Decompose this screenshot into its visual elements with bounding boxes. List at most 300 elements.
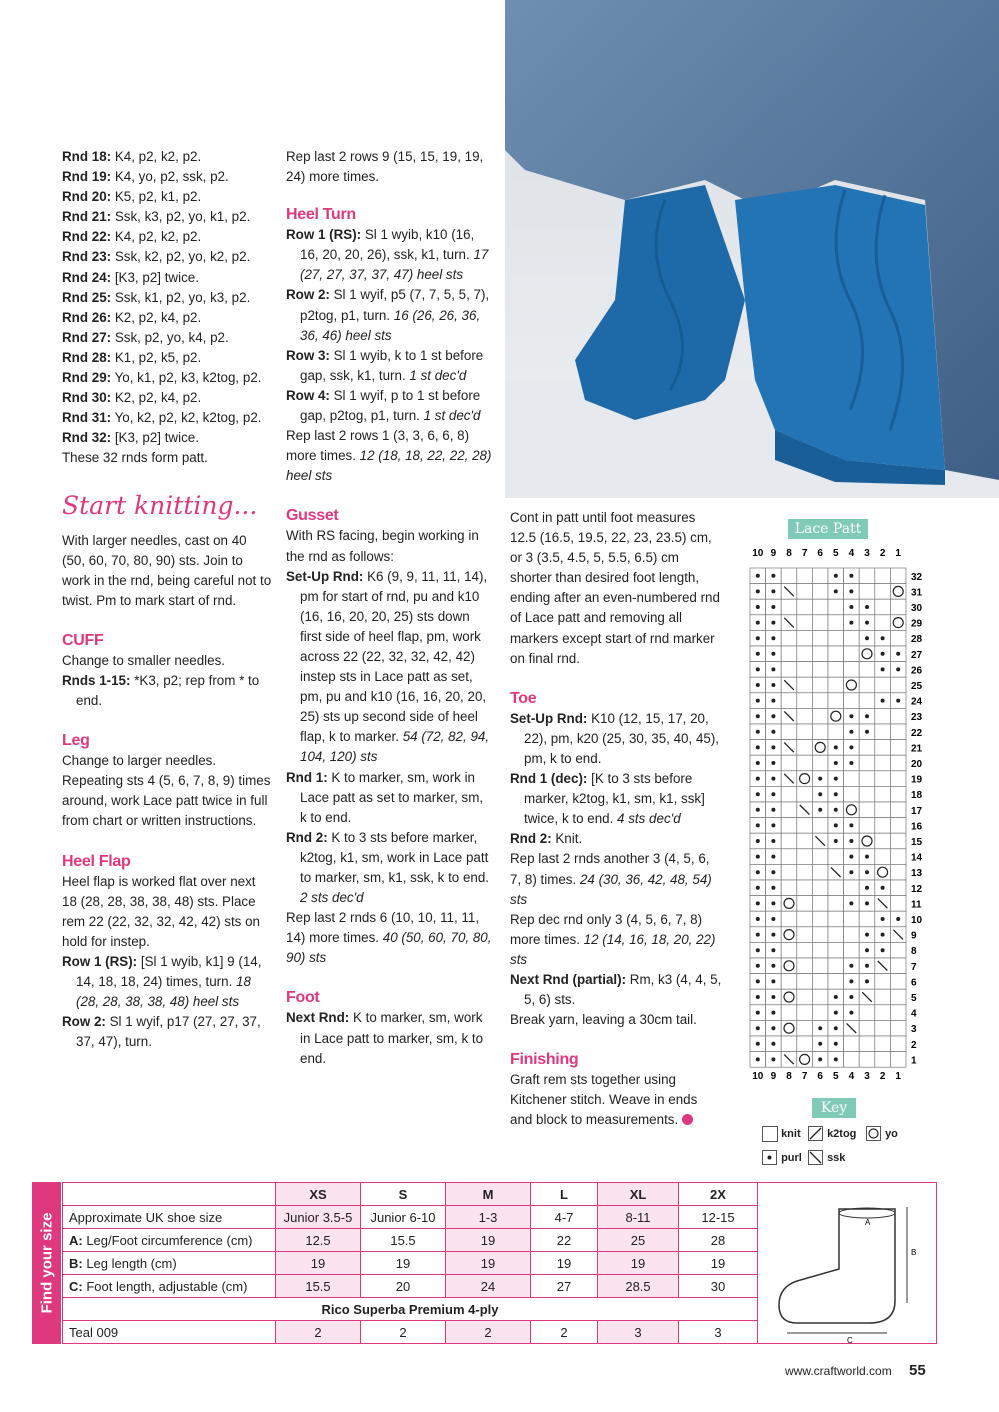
- chart-cell: [797, 818, 813, 834]
- gusset-setup: [286, 567, 492, 768]
- ht-rep-text: Rep last 2 rows 1 (3, 3, 6, 6, 8) more times.: [286, 428, 470, 464]
- size-row-a: [63, 1229, 758, 1252]
- purl-stitch: [849, 901, 853, 905]
- ht-row1-label: Row 1 (RS):: [286, 227, 362, 243]
- purl-stitch: [818, 777, 822, 781]
- chart-col-number-top: 8: [786, 548, 792, 559]
- ht-row1: [286, 225, 492, 285]
- purl-stitch: [771, 652, 775, 656]
- chart-cell: [781, 864, 797, 880]
- chart-row-number: 1: [911, 1055, 917, 1067]
- cell: 28: [679, 1229, 758, 1252]
- chart-row-number: 9: [911, 930, 917, 942]
- chart-cell: [890, 599, 906, 615]
- t-rep1-text: Rep last 2 rnds another 3 (4, 5, 6, 7, 8) times.: [510, 851, 710, 887]
- purl-stitch: [756, 652, 760, 656]
- cuff-rnds-label: Rnds 1-15:: [62, 672, 131, 688]
- chart-cell: [812, 584, 828, 600]
- toe-rep1: [510, 849, 722, 909]
- chart-cell: [844, 880, 860, 896]
- t-rep2-italic: 12 (14, 16, 18, 20, 22) sts: [510, 931, 716, 967]
- g-rnd2-italic: 2 sts dec'd: [300, 890, 364, 906]
- chart-row-number: 29: [911, 618, 923, 630]
- purl-stitch: [756, 667, 760, 671]
- purl-stitch: [756, 870, 760, 874]
- purl-stitch: [865, 855, 869, 859]
- row-label: [63, 1252, 276, 1275]
- purl-stitch: [849, 839, 853, 843]
- t-setup-label: Set-Up Rnd:: [510, 710, 588, 726]
- rnd-line: [62, 328, 272, 348]
- chart-cell: [875, 584, 891, 600]
- purl-stitch: [834, 823, 838, 827]
- purl-stitch: [756, 745, 760, 749]
- chart-col-number-bottom: 8: [786, 1071, 792, 1083]
- key-title: Key: [812, 1098, 856, 1118]
- footer-url[interactable]: www.craftworld.com: [785, 1364, 892, 1378]
- chart-cell: [828, 646, 844, 662]
- chart-cell: [875, 1020, 891, 1036]
- rnd-label: Rnd 20:: [62, 189, 112, 205]
- purl-symbol-icon: [762, 1150, 778, 1166]
- purl-stitch: [756, 761, 760, 765]
- cell: 1-3: [446, 1206, 531, 1229]
- chart-cell: [890, 630, 906, 646]
- cell: 24: [446, 1275, 531, 1298]
- t-rnd2-label: Rnd 2:: [510, 831, 552, 847]
- chart-cell: [859, 677, 875, 693]
- chart-cell: [844, 1052, 860, 1068]
- purl-stitch: [756, 714, 760, 718]
- chart-cell: [812, 724, 828, 740]
- key-knit: [762, 1126, 801, 1142]
- size-row-c: [63, 1275, 758, 1298]
- cell: 22: [531, 1229, 598, 1252]
- sock-photo-illustration: [505, 0, 999, 498]
- chart-cell: [844, 942, 860, 958]
- purl-stitch: [756, 1057, 760, 1061]
- chart-cell: [875, 724, 891, 740]
- row-label-bold: A:: [69, 1232, 83, 1248]
- chart-cell: [812, 755, 828, 771]
- size-row-shoe: [63, 1206, 758, 1229]
- purl-stitch: [756, 1042, 760, 1046]
- chart-col-number-top: 10: [752, 548, 764, 559]
- cell: 4-7: [531, 1206, 598, 1229]
- chart-cell: [875, 1052, 891, 1068]
- purl-stitch: [756, 808, 760, 812]
- chart-cell: [797, 833, 813, 849]
- rnd-line: [62, 388, 272, 408]
- t-rep2-text: Rep dec rnd only 3 (4, 5, 6, 7, 8) more times.: [510, 911, 703, 947]
- purl-stitch: [834, 808, 838, 812]
- chart-cell: [890, 864, 906, 880]
- rnd-text: Ssk, k3, p2, yo, k1, p2.: [111, 209, 251, 225]
- chart-row-number: 10: [911, 915, 923, 926]
- purl-stitch: [834, 777, 838, 781]
- key-yo: [866, 1126, 898, 1142]
- chart-cell: [781, 974, 797, 990]
- purl-stitch: [771, 621, 775, 625]
- chart-row-number: 30: [911, 603, 923, 614]
- purl-stitch: [771, 808, 775, 812]
- t-rep1-italic: 24 (30, 36, 42, 48, 54) sts: [510, 871, 712, 907]
- row-label-text: Approximate UK shoe size: [69, 1209, 223, 1225]
- chart-cell: [797, 755, 813, 771]
- purl-stitch: [849, 589, 853, 593]
- size-l: L: [531, 1183, 598, 1206]
- row-label-text: Leg length (cm): [82, 1255, 177, 1271]
- chart-row-number: 5: [911, 993, 917, 1004]
- purl-stitch: [834, 839, 838, 843]
- rnd-line: [62, 368, 272, 388]
- chart-cell: [890, 1020, 906, 1036]
- purl-stitch: [771, 777, 775, 781]
- purl-stitch: [818, 1042, 822, 1046]
- toe-rep2: [510, 910, 722, 970]
- heel-flap-title: Heel Flap: [62, 852, 131, 870]
- chart-cell: [797, 896, 813, 912]
- chart-cell: [828, 896, 844, 912]
- purl-stitch: [818, 1057, 822, 1061]
- chart-cell: [875, 1005, 891, 1021]
- yarn-ball-icon: [682, 1114, 693, 1125]
- chart-col-number-top: 4: [848, 548, 855, 559]
- purl-stitch: [771, 839, 775, 843]
- gusset-rep: [286, 908, 492, 968]
- heel-flap-row1: [62, 952, 272, 1012]
- purl-stitch: [849, 870, 853, 874]
- chart-cell: [781, 646, 797, 662]
- chart-cell: [781, 693, 797, 709]
- chart-cell: [859, 1020, 875, 1036]
- purl-stitch: [834, 589, 838, 593]
- setup-italic: 54 (72, 82, 94, 104, 120) sts: [300, 729, 490, 765]
- chart-cell: [844, 771, 860, 787]
- purl-stitch: [756, 699, 760, 703]
- key-yo-label: yo: [885, 1127, 898, 1140]
- chart-cell: [812, 958, 828, 974]
- chart-cell: [890, 1036, 906, 1052]
- chart-cell: [859, 568, 875, 584]
- chart-cell: [828, 630, 844, 646]
- chart-cell: [812, 974, 828, 990]
- chart-cell: [890, 818, 906, 834]
- key-k2tog: [808, 1126, 856, 1142]
- chart-row-number: 25: [911, 681, 923, 692]
- purl-stitch: [849, 964, 853, 968]
- t-rnd1-italic: 4 sts dec'd: [617, 811, 681, 827]
- chart-cell: [828, 927, 844, 943]
- cont-text: Cont in patt until foot measures 12.5 (16.5, 19.5, 22, 23, 23.5) cm, or 3 (3.5, 4.5, 5, 5.5, 6.5) cm shorter than desired foot length, ending after an even-numbered rnd of Lace patt and removing all markers except start of rnd marker on final rnd.: [510, 510, 720, 666]
- purl-stitch: [865, 964, 869, 968]
- chart-col-number-top: 9: [770, 548, 777, 559]
- rnd-text: K2, p2, k4, p2.: [111, 309, 202, 325]
- column-1: [62, 147, 272, 1052]
- chart-row-number: 6: [911, 977, 917, 989]
- rnd-label: Rnd 21:: [62, 209, 112, 225]
- chart-cell: [797, 974, 813, 990]
- purl-stitch: [849, 605, 853, 609]
- purl-stitch: [865, 933, 869, 937]
- chart-cell: [828, 849, 844, 865]
- rep-text: Rep last 2 rows 9 (15, 15, 19, 19, 24) more times.: [286, 149, 484, 185]
- cell: 2: [446, 1321, 531, 1344]
- chart-cell: [828, 974, 844, 990]
- chart-cell: [781, 599, 797, 615]
- cell: 8-11: [598, 1206, 679, 1229]
- chart-cell: [781, 1036, 797, 1052]
- purl-stitch: [865, 621, 869, 625]
- knit-symbol-icon: [762, 1126, 778, 1142]
- start-knitting-title: Start knitting...: [62, 490, 258, 520]
- chart-cell: [859, 1005, 875, 1021]
- cell: 2: [361, 1321, 446, 1344]
- page-number: 55: [909, 1362, 926, 1379]
- key-k2tog-label: k2tog: [827, 1127, 857, 1140]
- chart-cell: [781, 942, 797, 958]
- key-purl: [762, 1150, 802, 1166]
- chart-col-number-top: 3: [864, 548, 870, 559]
- purl-stitch: [881, 917, 885, 921]
- rnd-line: [62, 288, 272, 308]
- purl-stitch: [834, 1057, 838, 1061]
- cell: 3: [679, 1321, 758, 1344]
- g-rep-italic: 40 (50, 60, 70, 80, 90) sts: [286, 930, 492, 966]
- chart-cell: [890, 724, 906, 740]
- chart-cell: [875, 849, 891, 865]
- chart-cell: [797, 989, 813, 1005]
- ht-row4-label: Row 4:: [286, 387, 330, 403]
- chart-cell: [890, 989, 906, 1005]
- purl-stitch: [834, 1042, 838, 1046]
- chart-cell: [875, 740, 891, 756]
- purl-stitch: [756, 1026, 760, 1030]
- chart-cell: [828, 911, 844, 927]
- chart-row-number: 16: [911, 821, 923, 833]
- chart-cell: [812, 630, 828, 646]
- chart-cell: [781, 802, 797, 818]
- heel-flap-row2: [62, 1012, 272, 1052]
- chart-cell: [797, 1005, 813, 1021]
- purl-stitch: [756, 777, 760, 781]
- chart-row-number: 31: [911, 587, 923, 599]
- row-label: [63, 1206, 276, 1229]
- purl-stitch: [756, 605, 760, 609]
- cell: Junior 3.5-5: [276, 1206, 361, 1229]
- chart-cell: [812, 599, 828, 615]
- chart-cell: [812, 693, 828, 709]
- lace-chart: [742, 544, 932, 1089]
- cuff-rnds-text: *K3, p2; rep from * to end.: [76, 672, 260, 709]
- chart-cell: [890, 958, 906, 974]
- chart-col-number-bottom: 6: [817, 1071, 823, 1083]
- ht-row4-italic: 1 st dec'd: [423, 408, 481, 424]
- chart-col-number-bottom: 4: [848, 1071, 855, 1083]
- purl-stitch: [896, 917, 900, 921]
- toe-title: Toe: [510, 689, 537, 707]
- chart-cell: [890, 708, 906, 724]
- ht-row3-label: Row 3:: [286, 347, 330, 363]
- chart-cell: [781, 630, 797, 646]
- purl-stitch: [865, 636, 869, 640]
- chart-cell: [797, 942, 813, 958]
- rnd-text: [K3, p2] twice.: [111, 430, 199, 446]
- chart-cell: [844, 786, 860, 802]
- purl-stitch: [756, 621, 760, 625]
- chart-cell: [828, 724, 844, 740]
- chart-row-number: 14: [911, 852, 923, 864]
- cell: 12.5: [276, 1229, 361, 1252]
- chart-cell: [797, 786, 813, 802]
- purl-stitch: [756, 574, 760, 578]
- chart-col-number-bottom: 5: [833, 1071, 839, 1083]
- rnd-label: Rnd 32:: [62, 430, 112, 446]
- ht-row3: [286, 346, 492, 386]
- size-table: [62, 1182, 758, 1344]
- chart-row-number: 20: [911, 759, 923, 770]
- ssk-symbol-icon: [808, 1150, 824, 1166]
- ht-row2: [286, 285, 492, 345]
- rnd-label: Rnd 27:: [62, 329, 112, 345]
- purl-stitch: [834, 1011, 838, 1015]
- purl-stitch: [849, 1011, 853, 1015]
- chart-cell: [812, 911, 828, 927]
- rnd-line: [62, 167, 272, 187]
- chart-cell: [781, 818, 797, 834]
- purl-stitch: [756, 995, 760, 999]
- rnd-text: K4, p2, k2, p2.: [111, 229, 202, 245]
- chart-cell: [859, 693, 875, 709]
- ht-row3-text: Sl 1 wyib, k to 1 st before gap, ssk, k1, turn.: [300, 347, 484, 383]
- find-your-size-label: Find your size: [38, 1212, 55, 1314]
- rnd-label: Rnd 18:: [62, 149, 112, 164]
- chart-cell: [797, 693, 813, 709]
- chart-col-number-top: 6: [817, 548, 823, 559]
- gusset-text: With RS facing, begin working in the rnd as follows:: [286, 528, 479, 564]
- start-text: With larger needles, cast on 40 (50, 60, 70, 80, 90) sts. Join to work in the rnd, being careful not to twist. Pm to mark start of rnd.: [62, 532, 272, 608]
- chart-cell: [797, 662, 813, 678]
- cuff-title: CUFF: [62, 631, 104, 649]
- chart-cell: [797, 677, 813, 693]
- rnd-line: [62, 408, 272, 428]
- chart-cell: [781, 568, 797, 584]
- purl-stitch: [771, 855, 775, 859]
- chart-cell: [875, 802, 891, 818]
- rnd-label: Rnd 22:: [62, 229, 112, 245]
- chart-cell: [844, 927, 860, 943]
- purl-stitch: [771, 792, 775, 796]
- chart-row-number: 3: [911, 1024, 917, 1036]
- purl-stitch: [771, 1011, 775, 1015]
- yarn-title-row: [63, 1298, 758, 1321]
- diagram-label-a: A: [865, 1218, 871, 1227]
- chart-col-number-bottom: 7: [801, 1071, 808, 1083]
- purl-stitch: [865, 605, 869, 609]
- purl-stitch: [849, 995, 853, 999]
- chart-cell: [875, 599, 891, 615]
- row2-text: Sl 1 wyif, p17 (27, 27, 37, 37, 47), turn.: [76, 1014, 261, 1050]
- chart-cell: [828, 942, 844, 958]
- chart-cell: [812, 646, 828, 662]
- foot-title: Foot: [286, 989, 320, 1007]
- chart-row-number: 19: [911, 774, 923, 786]
- purl-stitch: [834, 792, 838, 796]
- size-s: S: [361, 1183, 446, 1206]
- chart-row-number: 21: [911, 743, 923, 755]
- t-next-text: Rm, k3 (4, 4, 5, 5, 6) sts.: [524, 971, 722, 1008]
- chart-cell: [875, 989, 891, 1005]
- purl-stitch: [771, 667, 775, 671]
- chart-cell: [844, 646, 860, 662]
- ht-row1-italic: 17 (27, 27, 37, 37, 47) heel sts: [300, 247, 489, 283]
- chart-cell: [812, 568, 828, 584]
- rnd-label: Rnd 25:: [62, 289, 112, 305]
- purl-stitch: [849, 730, 853, 734]
- chart-cell: [812, 708, 828, 724]
- rnd-text: [K3, p2] twice.: [111, 269, 199, 285]
- chart-row-number: 12: [911, 883, 923, 895]
- chart-col-number-bottom: 3: [864, 1071, 870, 1083]
- cell: 28.5: [598, 1275, 679, 1298]
- ht-rep: [286, 426, 492, 486]
- chart-cell: [890, 1052, 906, 1068]
- purl-stitch: [771, 948, 775, 952]
- cell: 19: [446, 1252, 531, 1275]
- chart-cell: [781, 911, 797, 927]
- cell: 2: [531, 1321, 598, 1344]
- cell: 12-15: [679, 1206, 758, 1229]
- chart-cell: [844, 1036, 860, 1052]
- chart-cell: [828, 880, 844, 896]
- purl-stitch: [849, 574, 853, 578]
- purl-stitch: [756, 948, 760, 952]
- row-label-bold: C:: [69, 1278, 83, 1294]
- chart-row-number: 2: [911, 1039, 917, 1051]
- foot-next-rnd: [286, 1008, 492, 1068]
- lace-patt-title: Lace Patt: [788, 519, 868, 539]
- leg-title: Leg: [62, 732, 90, 750]
- rnd-line: [62, 187, 272, 207]
- chart-cell: [797, 958, 813, 974]
- chart-row-number: 17: [911, 805, 923, 817]
- row2-label: Row 2:: [62, 1014, 106, 1030]
- ht-row1-text: Sl 1 wyib, k10 (16, 16, 20, 20, 26), ssk, k1, turn.: [300, 227, 475, 263]
- chart-row-number: 22: [911, 727, 923, 739]
- purl-stitch: [771, 823, 775, 827]
- yarn-row: [63, 1321, 758, 1344]
- chart-key: [762, 1124, 912, 1170]
- ht-rep-italic: 12 (18, 18, 22, 22, 28) heel sts: [286, 448, 492, 484]
- chart-cell: [890, 755, 906, 771]
- rnd-label: Rnd 28:: [62, 349, 112, 365]
- row1-label: Row 1 (RS):: [62, 953, 138, 969]
- purl-stitch: [881, 699, 885, 703]
- purl-stitch: [834, 745, 838, 749]
- chart-cell: [797, 646, 813, 662]
- toe-rnd2: [510, 829, 722, 849]
- chart-col-number-bottom: 9: [770, 1071, 777, 1083]
- chart-cell: [890, 802, 906, 818]
- purl-stitch: [771, 714, 775, 718]
- rnd-line: [62, 207, 272, 227]
- rnd-label: Rnd 29:: [62, 370, 112, 386]
- rnd-text: Ssk, k2, p2, yo, k2, p2.: [111, 249, 251, 265]
- chart-cell: [828, 615, 844, 631]
- chart-cell: [890, 740, 906, 756]
- cell: 2: [276, 1321, 361, 1344]
- g-rnd2-label: Rnd 2:: [286, 829, 328, 845]
